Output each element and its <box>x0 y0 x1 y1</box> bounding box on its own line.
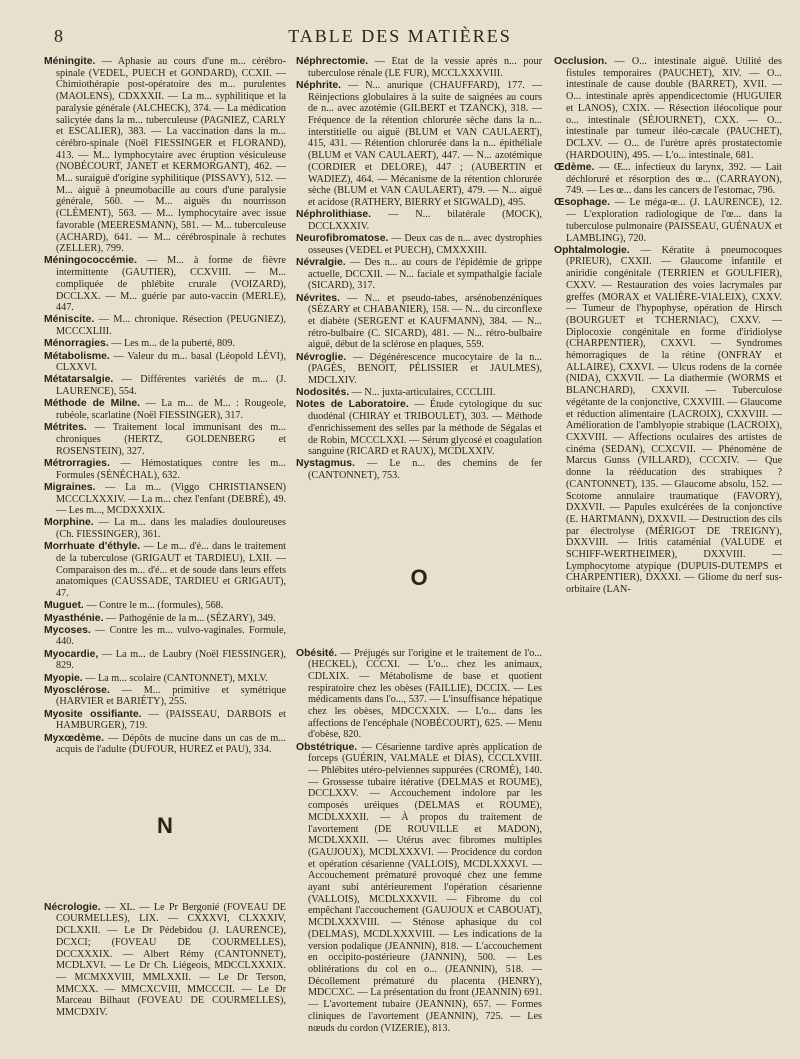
index-column-1 <box>44 56 286 1046</box>
index-entry <box>296 399 542 458</box>
page-number: 8 <box>54 26 63 46</box>
index-entry <box>44 351 286 374</box>
index-column-2 <box>296 56 542 1046</box>
index-entry-text: — XL. — Le Pr Bergonié (FOVEAU DE COURMELLES), LIX. — CXXXVI, CLXXXIV, DCLXXII. — Le Dr Pédebidou (J. LAURENCE), DCXCI; (FOVEAU DE COURMELLES), DCCXXXIX. — Albert Rémy (CANTONNET), MCDLXVI. — Le Dr Ch. Liégeois, MDCCLXXXIX. — MCMXXVIII, MMLXXII. — Le Dr Terson, MMCXX. — MMCXCVIII, MMCCCII. — Le Dr Marceau Bilhaut (FOVEAU DE COURMELLES), MMCDXIV. <box>56 901 286 1019</box>
index-entry <box>554 245 782 596</box>
index-column-3 <box>554 56 782 1046</box>
index-entry <box>44 649 286 672</box>
index-entry-text: — N... anurique (CHAUFFARD), 177. — Réinjections globulaires à la suite de saignées au cours de n... avec azotémie (GILBERT et TZANCK), 318. — Fréquence de la rétention chlorurée sèche dans la n... interstitielle ou aiguë (BLUM et VAN CAULAERT), 415, 431. — Rétention chlorurée dans la n... épithéliale (BLUM et VAN CAULAERT), 447. — N... azotémique (CORDIER et DELORE), 447 ; (AUBERTIN et WADIEZ), 464. — Mécanisme de la rétention chlorurée sèche (BLUM et VAN CAULAERT), 479. — N... aiguë et acidose (RATHERY, BIERRY et SIGWALD), 495. <box>308 79 542 208</box>
index-term: Myasthénie. <box>44 612 104 624</box>
index-term: Névrites. <box>296 292 340 304</box>
index-entry-text: — Contre les m... vulvo-vaginales. Formule, 440. <box>56 624 286 648</box>
index-term: Métabolisme. <box>44 350 110 362</box>
index-entry-text: — M... primitive et symétrique (HARVIER et BARIÉTY), 255. <box>56 684 286 708</box>
index-term: Mycoses. <box>44 624 91 636</box>
index-entry <box>44 422 286 457</box>
index-entry-text: — Hémostatiques contre les m... Formules (SÉNÉCHAL), 632. <box>56 457 286 481</box>
index-term: Œsophage. <box>554 197 611 209</box>
index-term: Migraines. <box>44 481 96 493</box>
index-term: Néphrite. <box>296 79 342 91</box>
index-term: Méningite. <box>44 56 96 67</box>
index-entry <box>44 314 286 337</box>
index-term: Névralgie. <box>296 256 346 268</box>
index-term: Myosclérose. <box>44 684 110 696</box>
index-entry-text: — Des n... au cours de l'épidémie de grippe actuelle, DCCXII. — N... faciale et sympathalgie faciale (SICARD), 317. <box>308 256 542 292</box>
index-entry <box>296 648 542 742</box>
index-entry <box>296 80 542 209</box>
index-term: Myocardie, <box>44 648 99 660</box>
index-entry-text: — Le n... des chemins de fer (CANTONNET), 753. <box>308 458 542 482</box>
index-entry <box>44 709 286 732</box>
index-term: Méniscite. <box>44 314 95 326</box>
index-entry-text: — Préjugés sur l'origine et le traitement de l'o... (HECKEL), CCCXI. — L'o... chez les animaux, CDLXIX. — Métabolisme de base et quotient respiratoire chez les obèses (FAILLIE), DCCIX. — Les médicaments dans l'o..., 537. — L'insuffisance hépatique chez les obèses, MDCCXXIX. — L'o... dans les affections de l'encéphale (NOBÉCOURT), 625. — Menu d'obèse, 820. <box>308 647 542 741</box>
index-entry-text: — Les m... de la puberté, 809. <box>111 338 235 350</box>
index-term: Néphrolithiase. <box>296 209 372 221</box>
index-entry-text: — Différentes variétés de m... (J. LAURENCE), 554. <box>56 374 286 398</box>
index-entry <box>44 398 286 421</box>
index-entry <box>296 56 542 79</box>
index-entry-text: — N... et pseudo-tabes, arsénobenzéniques (SÉZARY et CHABANIER), 158. — N... du circonflexe et diabète (SERGENT et KAUFMANN), 384. — N... rétro-bulbaire (C. SICARD), 481. — N... rétro-bulbaire aiguë, début de la sclérose en plaques, 559. <box>308 292 542 351</box>
index-term: Ménorragies. <box>44 338 109 350</box>
index-entry <box>296 233 542 256</box>
index-entry-text: — Le m... d'é... dans le traitement de la tuberculose (GRIGAUT et TARDIEU), LXII. — Comparaison des m... d'é... et de soude dans leurs effets anatomiques (CAUSSADE, TARDIEU et GRIGAUT), 47. <box>56 541 286 600</box>
index-entry-text: — Traitement local immunisant des m... chroniques (HERTZ, GOLDENBERG et ROSENSTEIN), 327. <box>56 422 286 457</box>
index-term: Myopie. <box>44 672 83 684</box>
index-entry-text: — Kératite à pneumocoques (PRIEUR), CXXII. — Glaucome infantile et aniridie congénitale (TERRIEN et GOULFIER), CXXV. — Restauration des voies lacrymales par greffes (MORAX et VALIÈRE-VIALEIX), CXXV. — Tumeur de l'hypophyse, opération de Hirsch (BOURGUET et TCHERNIAC), CXXV. — Diplocoxie congénitale en forme d'iridiolyse (CHARPENTIER), CXXVI. — Syndromes hémorragiques de la rétine (ONFRAY et ALLAIRE), CXXVI. — Ulcus rodens de la cornée (NIDA), CXXVII. — La diathermie (WORMS et BLANCHARD), CXXVII. — Tuberculose végétante de la conjonctive, CXXVIII. — Glaucome et réduction alimentaire (LACROIX), CXXVIII. — Amélioration de l'amblyopie strabique (LACROIX), CXXVIII. — Affections oculaires des artistes de cinéma (SEDAN), CCXCVII. — Phénomène de Marcus Gunss (VILLARD), CCCXIV. — Que donne la rééducation des strabiques ? (CANTONNET), 135. — Glaucome absolu, 152. — Scotome annulaire traumatique (FAVORY), DXXVII. — Papules exulcérées de la conjonctive (E. HARTMANN), DXXVII. — Destruction des cils par électrolyse (MÉRIGOT DE TREIGNY), DXXVIII. — Iritis cataménial (VALUDE et SCHIFF-WERTHEIMER), DXXVIII. — Lymphocytome atypique (DUPUIS-DUTEMPS et CHARPENTIER), DXXXI. — Gliome du nerf sus-orbitaire (LAN- <box>566 244 782 596</box>
index-term: Méningococcémie. <box>44 255 137 267</box>
index-entry <box>44 374 286 397</box>
index-entry-text: — La m... de Laubry (Noël FIESSINGER), 829. <box>56 648 286 672</box>
index-term: Méthode de Milne. <box>44 398 141 410</box>
index-entry-text: — La m... de M... : Rougeole, rubéole, scarlatine (Noël FIESSINGER), 317. <box>56 398 286 422</box>
index-entry-text: — O... intestinale aiguë. Utilité des fistules temporaires (PAUCHET), XIV. — O... intestinale de cause double (BARRET), XVII. — O... intestinale après appendicectomie (HUGUIER et LANOS), CXIX. — Résection iléocolique pour o... intestinale (SÉJOURNET), CXX. — O... intestinale par tumeur iléo-cæcale (PAUCHET), DCLXV. — O... de l'urètre après prostatectomie (HARDOUIN), 495. — L'o... intestinale, 681. <box>566 56 782 161</box>
index-entry-text: — N... bilatérale (MOCK), DCCLXXXIV. <box>308 209 542 232</box>
index-term: Œdème. <box>554 161 595 173</box>
index-entry-text: — Étude cytologique du suc duodénal (CHIRAY et TRIBOULET), 303. — Méthode d'enrichissement des selles par la méthode de Ségalas et de Robin, MCCCLXXI. — Sérum glycosé et coagulation sanguine (RICARD et RAUX), MCDLXXIV. <box>308 399 542 458</box>
index-term: Notes de Laboratoire. <box>296 399 409 411</box>
index-entry <box>44 458 286 481</box>
index-term: Métrites. <box>44 422 87 434</box>
index-entry <box>44 625 286 648</box>
index-term: Obstétrique. <box>296 741 358 753</box>
index-entry <box>44 482 286 517</box>
index-entry <box>296 352 542 387</box>
index-entry-text: — M... chronique. Résection (PEUGNIEZ), MCCCXLIII. <box>56 314 286 338</box>
index-entry-text: — N... juxta-articulaires, CCCLIII. <box>351 387 496 399</box>
index-entry <box>554 197 782 244</box>
index-entry <box>44 517 286 540</box>
index-entry <box>44 541 286 600</box>
index-term: Nodosités. <box>296 387 350 399</box>
index-term: Métatarsalgie. <box>44 374 114 386</box>
index-entry <box>44 613 286 625</box>
index-term: Morrhuate d'éthyle. <box>44 541 141 553</box>
index-entry-text: — Œ... infectieux du larynx, 392. — Lait déchloruré et résorption des œ... (CARRAYON), 749. — Les œ... dans les cancers de l'estomac, 796. <box>566 161 782 197</box>
index-entry <box>44 56 286 255</box>
index-entry <box>44 338 286 350</box>
index-term: Nécrologie. <box>44 901 101 913</box>
index-entry <box>44 255 286 314</box>
index-entry-text: — La m... dans les maladies douloureuses (Ch. FIESSINGER), 361. <box>56 517 286 541</box>
index-entry-text: — Le méga-œ... (J. LAURENCE), 12. — L'exploration radiologique de l'œ... dans la tuberculose pulmonaire (PAISSEAU, GUÉNAUX et LAMBLING), 720. <box>566 197 782 244</box>
index-entry <box>44 600 286 612</box>
index-entry <box>554 56 782 161</box>
index-entry-text: — État de la vessie après n... pour tuberculose rénale (LE FUR), MCCLXXXVIII. <box>308 56 542 79</box>
index-term: Métrorragies. <box>44 457 110 469</box>
index-entry <box>296 257 542 292</box>
index-term: Névroglie. <box>296 351 347 363</box>
index-entry-text: — La m... scolaire (CANTONNET), MXLV. <box>85 672 268 684</box>
index-entry <box>554 162 782 197</box>
running-head: TABLE DES MATIÈRES <box>288 26 512 46</box>
index-entry-text: — M... à forme de fièvre intermittente (GAUTIER), CCXVIII. — M... compliquée de phlébite crurale (VOIZARD), DCCLXX. — M... guérie par auto-vaccin (MERLE), 447. <box>56 255 286 314</box>
index-term: Morphine. <box>44 517 94 529</box>
index-entry-text: — Deux cas de n... avec dystrophies osseuses (VEDEL et PUECH), CMXXXIII. <box>308 233 542 256</box>
index-entry-text: — Valeur du m... basal (Léopold LÉVI), CLXXVI. <box>56 350 286 374</box>
index-entry <box>296 742 542 1035</box>
index-entry-text: — (PAISSEAU, DARBOIS et HAMBURGER), 719. <box>56 708 286 732</box>
index-term: Occlusion. <box>554 56 608 67</box>
index-term: Muguet. <box>44 600 84 612</box>
index-term: Nystagmus. <box>296 458 355 470</box>
section-letter: O <box>410 564 428 590</box>
index-entry <box>44 733 286 756</box>
index-entry <box>296 458 542 481</box>
index-entry-text: — Dépôts de mucine dans un cas de m... acquis de l'adulte (DUFOUR, HUREZ et PAU), 334. <box>56 732 286 756</box>
index-entry <box>44 685 286 708</box>
index-entry-text: — Aphasie au cours d'une m... cérébro-spinale (VEDEL, PUECH et GONDARD), CCXII. — Chimiothérapie post-opératoire des m... purulentes (MAOLENS), CDXXXII. — La m... syphilitique et la paralysie générale (ALCHECK), 374. — La médication salicytée dans la m... tuberculeuse (PAGNIEZ, CARLY et ESCALIER), 383. — La vaccination dans la m... cérébro-spinale (Noël FIESSINGER et FLORAND), 413. — M... lymphocytaire avec éruption vésiculeuse (NOBÉCOURT, JANET et KERMORGANT), 462. — M... suraiguë d'origine syphilitique (PISSAVY), 512. — M... aiguë à pneumobacille au cours d'une paralysie générale, 560. — M... aiguës du nourrisson (CLÉMENT), 563. — M... lymphocytaire avec issue favorable (MEERESMANN), 581. — M... tuberculeuse (ACHARD), 641. — M... cérébrospinale à rechutes (ZELLER), 799. <box>56 56 286 255</box>
index-entry-text: — Pathogénie de la m... (SÉZARY), 349. <box>106 612 276 624</box>
index-term: Myosite ossifiante. <box>44 708 142 720</box>
index-entry <box>44 673 286 685</box>
section-letter: N <box>157 812 173 838</box>
index-entry <box>296 293 542 352</box>
index-entry-text: — La m... (Viggo CHRISTIANSEN) MCCCLXXXIV. — La m... chez l'enfant (DEBRÉ), 49. — Les m..., MCDXXXIX. <box>56 481 286 517</box>
index-term: Myxœdème. <box>44 732 105 744</box>
index-entry-text: — Césarienne tardive après application de forceps (GUÉRIN, VALMALE et DIAS), CCCLXVIII. — Phlébites utéro-pelviennes suppurées (CROMÉ), 140. — Grossesse tubaire itérative (DELMAS et ROUME), DCCLXXV. — Accouchement indolore par les composés uréiques (DELMAS et ROUME), MCDLXXXII. — À propos du traitement de l'avortement (DE ROUVILLE et MADON), MCDLXXXII. — Utérus avec fibromes multiples (GAUJOUX), MCDLXXXVI. — Procidence du cordon et opération césarienne (VALLOIS), MCDLXXXVI. — Accouchement prématuré provoqué chez une femme ayant subi antérieurement l'opération césarienne (VALLOIS), MCDLXXXVII. — Fibrome du col empêchant l'accouchement (GAUJOUX et CABOUAT), MCDLXXXVIII. — Sténose aphasique du col (DELMAS), MCDLXXXVIII. — Les indications de la version podalique (JEANNIN), 818. — L'accouchement en occipito-postérieure (JANNIN), 500. — Les oblitérations du col en o... (JEANNIN), 518. — Décollement prématuré du placenta (HENRY), MDCCXC. — La présentation du front (JEANNIN) 691. — L'avortement tubaire (JEANNIN), 657. — Formes cliniques de l'avortement (JEANNIN), 725. — Les nœuds du cordon (VIZERIE), 813. <box>308 741 542 1034</box>
index-term: Néphrectomie. <box>296 56 369 67</box>
index-entry-text: — Contre le m... (formules), 568. <box>86 600 224 612</box>
index-entry-text: — Dégénérescence mucocytaire de la n... (PAGÈS, BENOIT, PÉLISSIER et JAULMES), MDCLXIV. <box>308 351 542 386</box>
index-entry <box>44 902 286 1019</box>
index-term: Obésité. <box>296 647 337 659</box>
index-term: Neurofibromatose. <box>296 233 389 245</box>
index-term: Ophtalmologie. <box>554 244 630 256</box>
index-entry <box>296 387 542 399</box>
index-entry <box>296 209 542 232</box>
